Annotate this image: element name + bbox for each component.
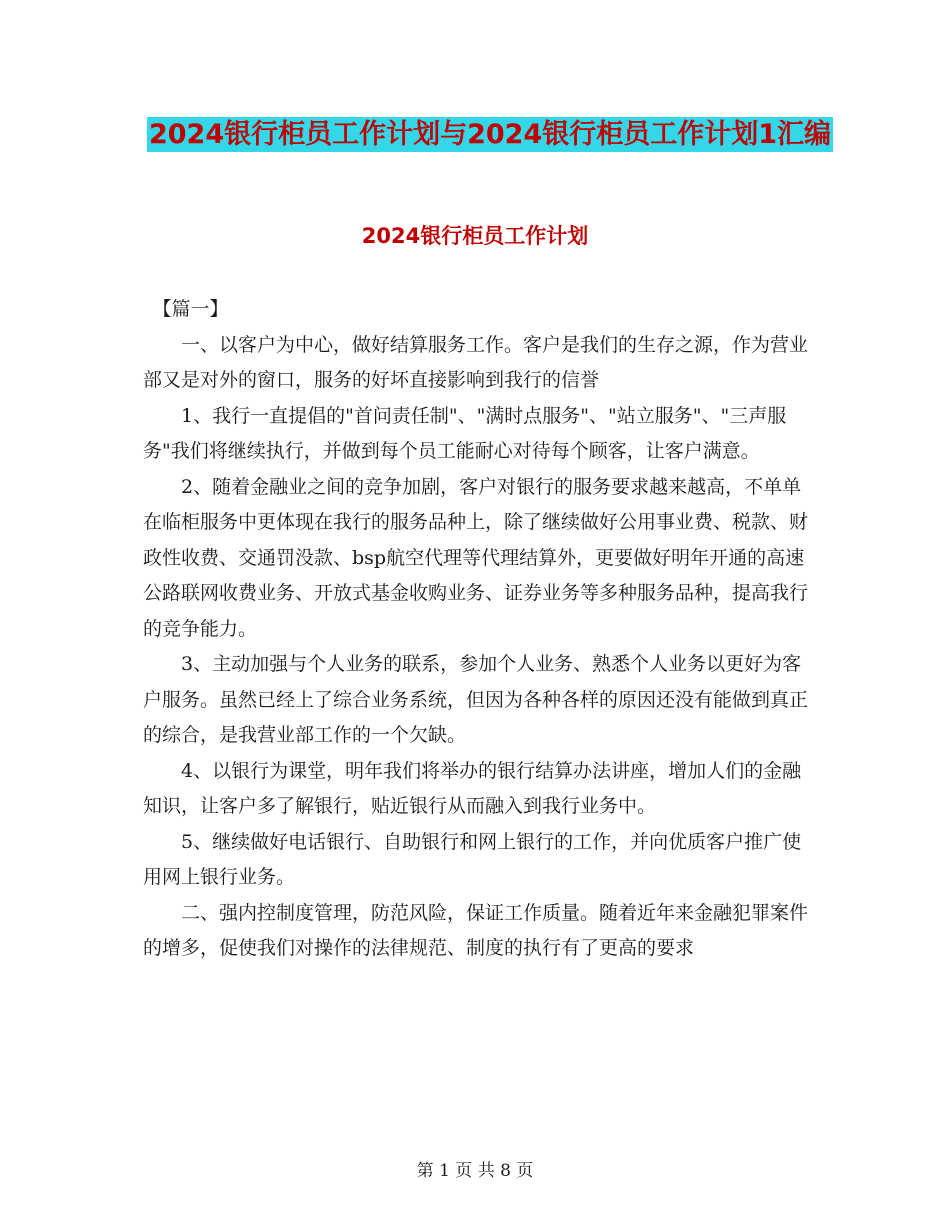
paragraph-heading: 【篇一】 [152, 298, 229, 320]
document-body [143, 292, 808, 967]
page-footer: 第 1 页 共 8 页 [416, 1161, 534, 1181]
section-title: 2024银行柜员工作计划 [361, 224, 589, 248]
paragraph: 1、我行一直提倡的"首问责任制"、"满时点服务"、"站立服务"、"三声服务"我们将继续执行，并做到每个员工能耐心对待每个顾客，让客户满意。 [143, 404, 787, 462]
paragraph: 3、主动加强与个人业务的联系，参加个人业务、熟悉个人业务以更好为客户服务。虽然已经上了综合业务系统，但因为各种各样的原因还没有能做到真正的综合，是我营业部工作的一个欠缺。 [143, 653, 809, 746]
paragraph: 2、随着金融业之间的竞争加剧，客户对银行的服务要求越来越高，不单单在临柜服务中更体现在我行的服务品种上，除了继续做好公用事业费、税款、财政性收费、交通罚没款、bsp航空代理等代理结算外，更要做好明年开通的高速公路联网收费业务、开放式基金收购业务、证券业务等多种服务品种，提高我行的竞争能力。 [143, 475, 809, 640]
paragraph: 二、强内控制度管理，防范风险，保证工作质量。随着近年来金融犯罪案件的增多，促使我们对操作的法律规范、制度的执行有了更高的要求 [143, 901, 809, 959]
document-title [140, 112, 840, 158]
document-title-text: 2024银行柜员工作计划与2024银行柜员工作计划1汇编 [148, 119, 832, 150]
paragraph: 4、以银行为课堂，明年我们将举办的银行结算办法讲座，增加人们的金融知识，让客户多了解银行，贴近银行从而融入到我行业务中。 [143, 759, 802, 817]
paragraph: 5、继续做好电话银行、自助银行和网上银行的工作，并向优质客户推广使用网上银行业务。 [143, 830, 802, 888]
paragraph: 一、以客户为中心，做好结算服务工作。客户是我们的生存之源，作为营业部又是对外的窗口，服务的好坏直接影响到我行的信誉 [143, 333, 809, 391]
